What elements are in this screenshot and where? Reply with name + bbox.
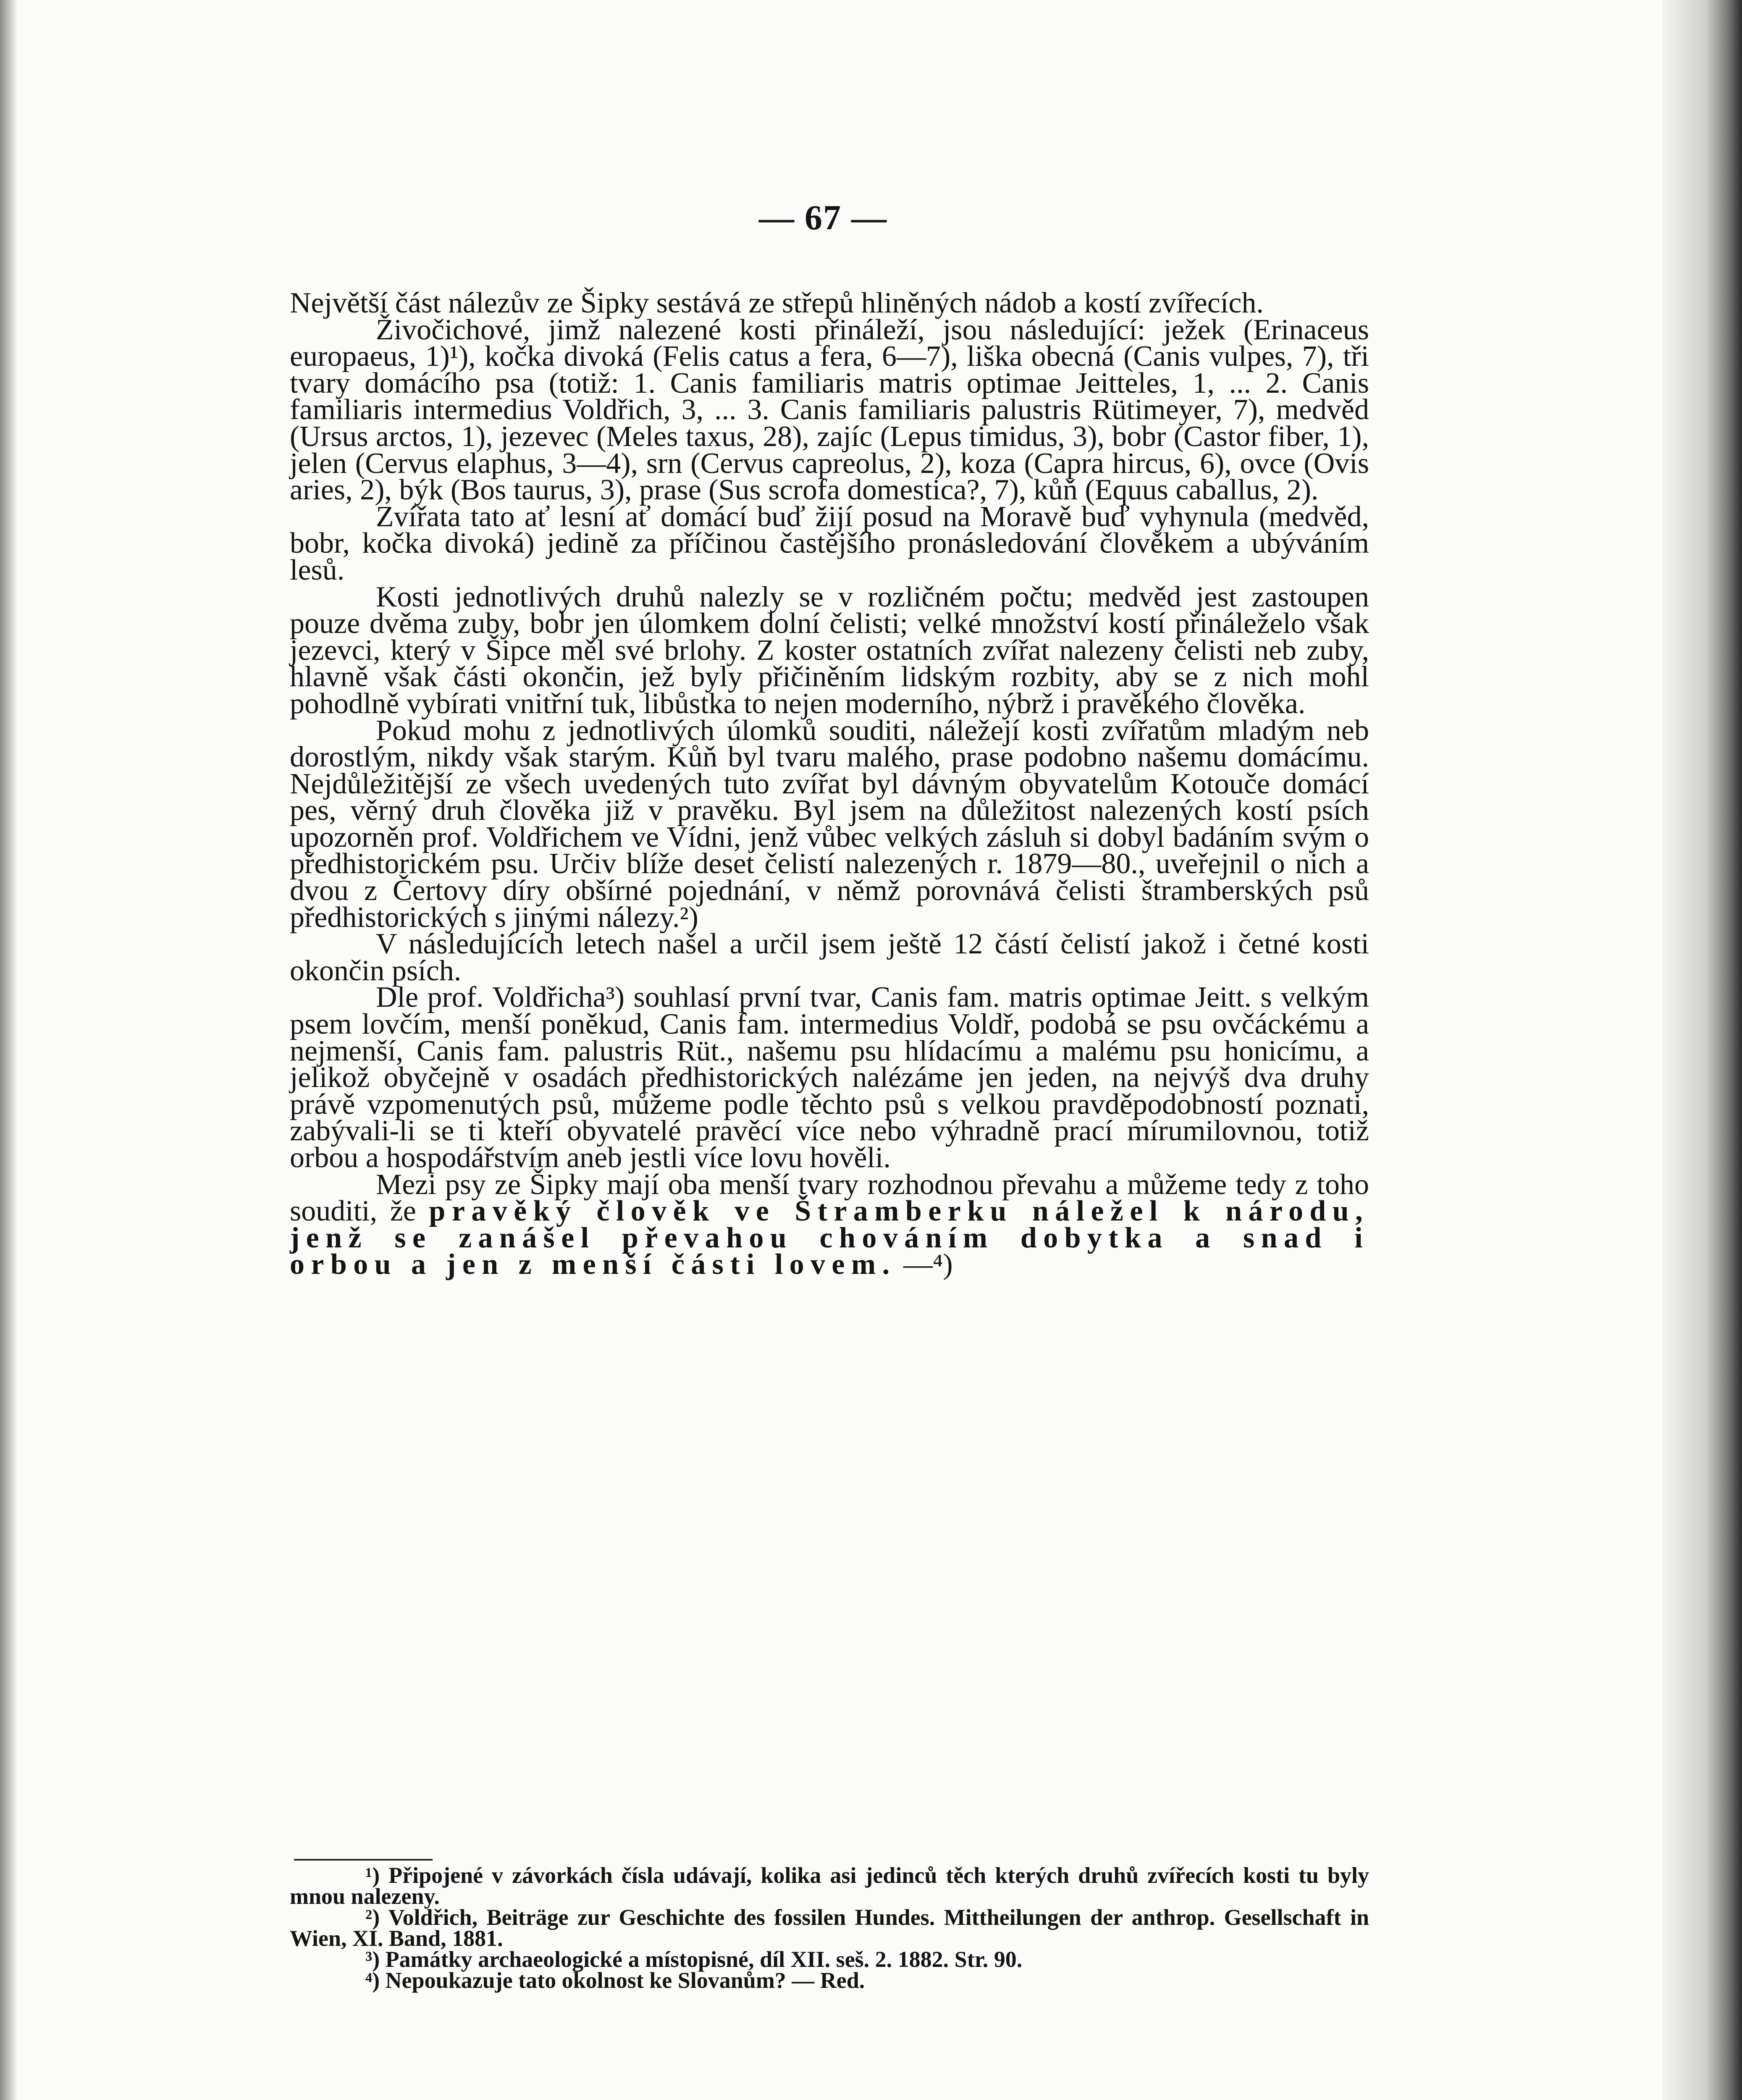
paragraph-7: Dle prof. Voldřicha³) souhlasí první tvar, Canis fam. matris optimae Jeitt. s velkým psem lovčím, menší poněkud, Canis fam. intermedius Voldř, podobá se psu ovčáckému a nejmenší, Canis fam. palustris Rüt., našemu psu hlídacímu a malému psu honicímu, a jelikož obyčejně v osadách předhistorických nalézáme jen jeden, na nejvýš dva druhy právě vzpomenutých psů, můžeme podle těchto psů s velkou pravděpodobností poznati, zabývali-li se ti kteří obyvatelé pravěcí více nebo výhradně prací mírumilovnou, totiž orbou a hospodářstvím aneb jestli více lovu hověli. xyxy=(290,981,1369,1174)
footnotes xyxy=(290,1865,1369,1991)
footnote-mark: ¹) xyxy=(365,1863,380,1888)
footnote-mark: ²) xyxy=(365,1905,380,1930)
footnote-1 xyxy=(290,1865,1369,1907)
paragraph-8-emphasis: pravěký člověk ve Štramberku náležel k národu, jenž se zanášel převahou chováním dobytka a snad i orbou a jen z menší části lovem. xyxy=(290,1195,1369,1281)
footnote-mark: ⁴) xyxy=(365,1968,380,1993)
paragraph-8-lead: Mezi psy ze Šipky mají oba menší tvary rozhodnou převahu a můžeme tedy z toho souditi, že xyxy=(290,1168,1369,1228)
footnote-text: Památky archaeologické a místopisné, díl XII. seš. 2. 1882. Str. 90. xyxy=(385,1947,1023,1972)
footnote-text: Voldřich, Beiträge zur Geschichte des fossilen Hundes. Mittheilungen der anthrop. Gesellschaft in Wien, XI. Band, 1881. xyxy=(290,1905,1369,1951)
footnote-text: Nepoukazuje tato okolnost ke Slovanům? — Red. xyxy=(385,1968,865,1993)
scan-shadow-right xyxy=(1662,0,1742,2100)
paragraph-2: Živočichové, jimž nalezené kosti přináleží, jsou následující: ježek (Erinaceus europaeus, 1)¹), kočka divoká (Felis catus a fera, 6—7), liška obecná (Canis vulpes, 7), tři tvary domácího psa (totiž: 1. Canis familiaris matris optimae Jeitteles, 1, ... 2. Canis familiaris intermedius Voldřich, 3, ... 3. Canis familiaris palustris Rütimeyer, 7), medvěd (Ursus arctos, 1), jezevec (Meles taxus, 28), zajíc (Lepus timidus, 3), bobr (Castor fiber, 1), jelen (Cervus elaphus, 3—4), srn (Cervus capreolus, 2), koza (Capra hircus, 6), ovce (Ovis aries, 2), býk (Bos taurus, 3), prase (Sus scrofa domestica?, 7), kůň (Equus caballus, 2). xyxy=(290,313,1369,507)
paragraph-6: V následujících letech našel a určil jsem ještě 12 částí čelistí jakož i četné kosti okončin psích. xyxy=(290,928,1369,987)
body-text xyxy=(290,287,1369,1281)
paragraph-3: Zvířata tato ať lesní ať domácí buď žijí posud na Moravě buď vyhynula (medvěd, bobr, kočka divoká) jedině za příčinou častějšího pronásledování člověkem a ubýváním lesů. xyxy=(290,500,1369,586)
footnote-4 xyxy=(290,1970,1369,1991)
paragraph-1: Největší část nálezův ze Šipky sestává ze střepů hliněných nádob a kostí zvířecích. xyxy=(290,287,1264,319)
paragraph-8-footnote-ref: —⁴) xyxy=(896,1248,953,1281)
page-number: — 67 — xyxy=(759,198,887,237)
footnote-text: Připojené v závorkách čísla udávají, kolika asi jedinců těch kterých druhů zvířecích kosti tu byly mnou nalezeny. xyxy=(290,1863,1369,1909)
footnote-2 xyxy=(290,1907,1369,1949)
footnote-divider xyxy=(294,1859,433,1861)
paragraph-8 xyxy=(290,1168,1369,1281)
paragraph-5: Pokud mohu z jednotlivých úlomků souditi, náležejí kosti zvířatům mladým neb dorostlým, nikdy však starým. Kůň byl tvaru malého, prase podobno našemu domácímu. Nejdůležitější ze všech uvedených tuto zvířat byl dávným obyvatelům Kotouče domácí pes, věrný druh člověka již v pravěku. Byl jsem na důležitost nalezených kostí psích upozorněn prof. Voldřichem ve Vídni, jenž vůbec velkých zásluh si dobyl badáním svým o předhistorickém psu. Určiv blíže deset čelistí nalezených r. 1879—80., uveřejnil o nich a dvou z Čertovy díry obšírné pojednání, v němž porovnává čelisti štramberských psů předhistorických s jinými nálezy.²) xyxy=(290,714,1369,934)
footnote-3 xyxy=(290,1949,1369,1970)
paragraph-4: Kosti jednotlivých druhů nalezly se v rozličném počtu; medvěd jest zastoupen pouze dvěma zuby, bobr jen úlomkem dolní čelisti; velké množství kostí přináleželo však jezevci, který v Šipce měl své brlohy. Z koster ostatních zvířat nalezeny čelisti neb zuby, hlavně však části okončin, jež byly přičiněním lidským rozbity, aby se z nich mohl pohodlně vybírati vnitřní tuk, libůstka to nejen moderního, nýbrž i pravěkého člověka. xyxy=(290,580,1369,720)
scan-shadow-left xyxy=(0,0,17,2100)
footnote-mark: ³) xyxy=(365,1947,380,1972)
